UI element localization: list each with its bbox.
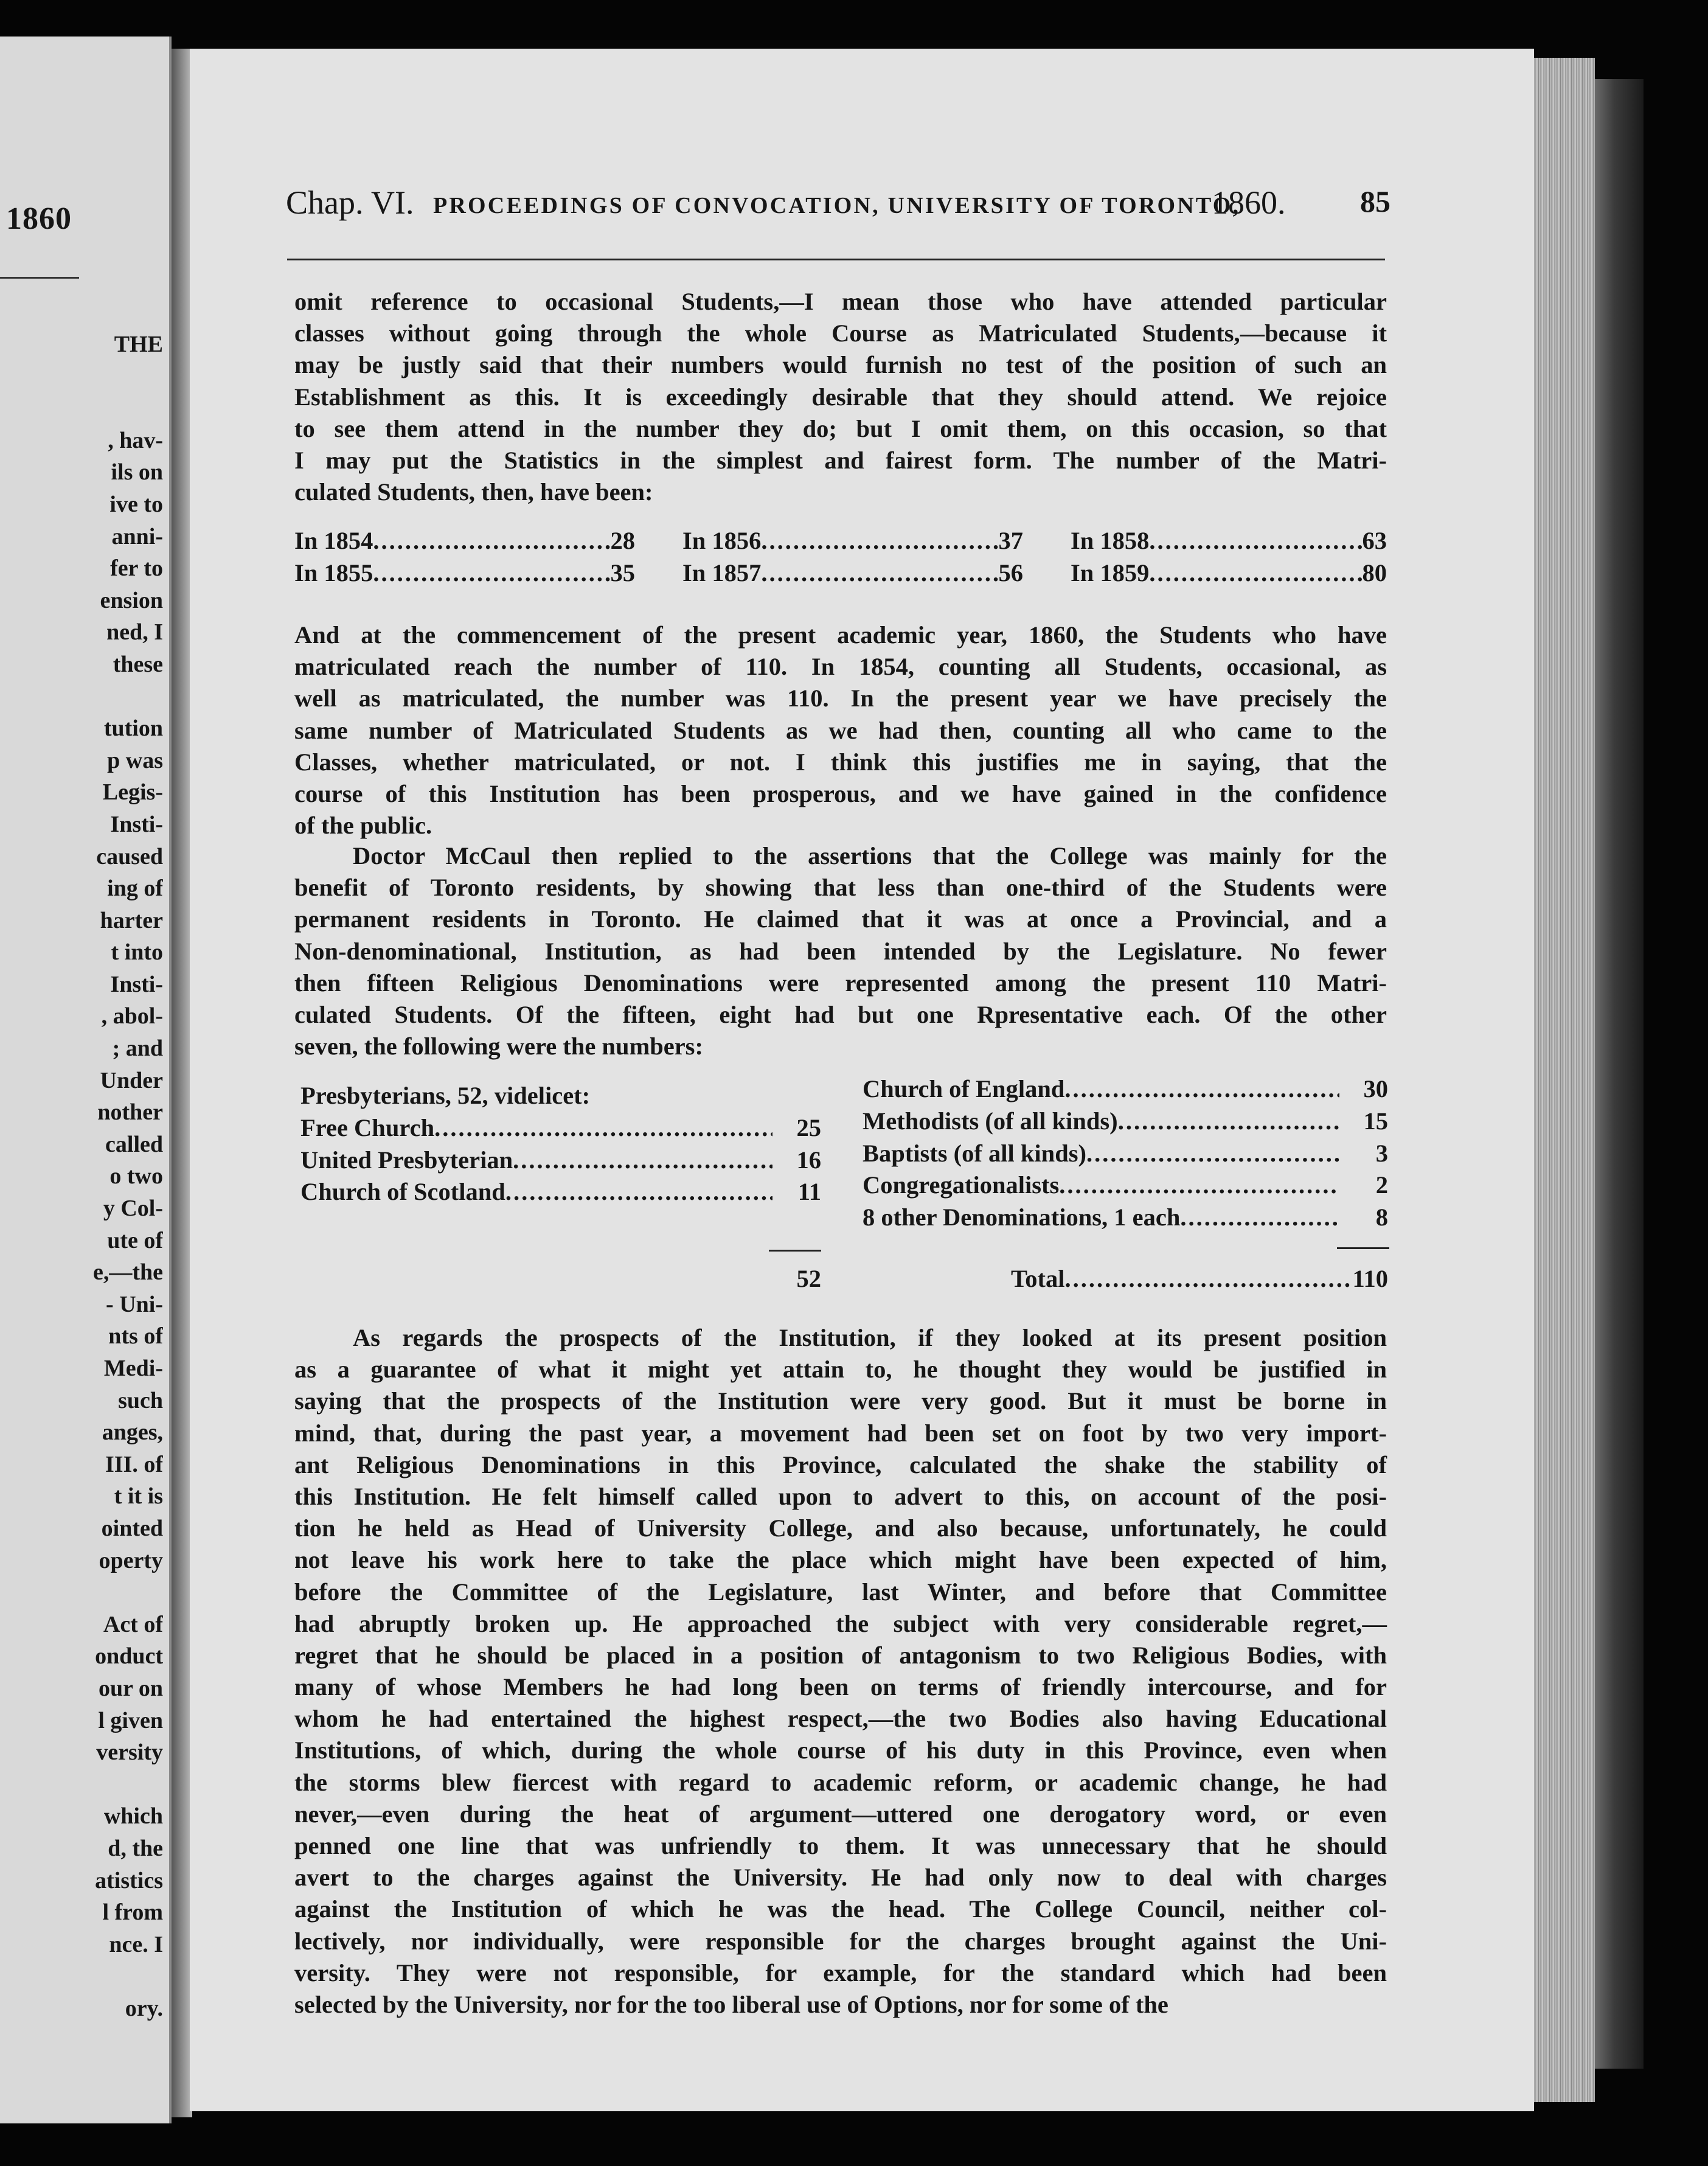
margin-fragment xyxy=(0,1960,163,1993)
margin-fragment: onduct xyxy=(95,1643,163,1670)
presbyterian-branch-row xyxy=(300,1144,821,1177)
text-line: And at the commencement of the present academic year, 1860, the Students who have xyxy=(294,621,1387,649)
margin-fragment: nts of xyxy=(108,1323,163,1349)
row-label: In 1859 xyxy=(1071,559,1150,587)
margin-fragment: anni- xyxy=(111,523,163,549)
margin-fragment: Insti- xyxy=(110,971,163,997)
total-rule xyxy=(1337,1247,1389,1249)
row-label: Baptists (of all kinds) xyxy=(863,1139,1086,1167)
leader-dots xyxy=(1149,557,1362,589)
row-label: In 1858 xyxy=(1071,527,1150,554)
text-line: matriculated reach the number of 110. In 1854, counting all Students, occasional, as xyxy=(294,653,1387,681)
margin-fragment: , abol- xyxy=(101,1003,163,1029)
year-statistic xyxy=(1071,557,1387,589)
margin-fragment: which xyxy=(103,1803,163,1830)
margin-fragment: e,—the xyxy=(92,1259,163,1286)
text-line: same number of Matriculated Students as we had then, counting all who came to the xyxy=(294,716,1387,744)
text-line: against the Institution of which he was the head. The College Council, neither col- xyxy=(294,1895,1387,1923)
year-statistic xyxy=(682,524,1023,557)
margin-fragment: Under xyxy=(100,1067,163,1093)
left-page-margin-text xyxy=(0,329,163,2024)
row-label: Congregationalists xyxy=(863,1171,1060,1199)
statistics-row xyxy=(294,557,1389,589)
text-line: Institutions, of which, during the whole course of his duty in this Province, even when xyxy=(294,1736,1387,1764)
row-label: Church of England xyxy=(863,1075,1065,1102)
leader-dots xyxy=(761,524,998,557)
denomination-row xyxy=(863,1073,1388,1106)
row-label: In 1855 xyxy=(294,559,373,587)
year-statistic xyxy=(682,557,1023,589)
left-page-rule xyxy=(0,277,79,279)
denomination-row xyxy=(863,1106,1388,1138)
other-denominations-table xyxy=(863,1073,1388,1234)
margin-fragment: Insti- xyxy=(110,811,163,837)
left-page-year: 1860 xyxy=(6,201,72,236)
leader-dots xyxy=(1118,1106,1339,1138)
text-line: I may put the Statistics in the simplest and fairest form. The number of the Matri- xyxy=(294,446,1387,474)
year-statistic xyxy=(294,557,635,589)
row-label: Church of Scotland xyxy=(300,1178,505,1206)
text-line: versity. They were not responsible, for example, for the standard which had been xyxy=(294,1959,1387,1987)
margin-fragment: fer to xyxy=(110,555,163,582)
row-label: 8 other Denominations, 1 each xyxy=(863,1203,1181,1231)
margin-fragment: y Col- xyxy=(103,1196,163,1222)
text-line: culated Students, then, have been: xyxy=(294,478,653,506)
text-line: omit reference to occasional Students,—I mean those who have attended particular xyxy=(294,288,1387,315)
text-line: avert to the charges against the University. He had only now to deal with charges xyxy=(294,1864,1387,1892)
margin-fragment: ned, I xyxy=(106,619,163,646)
row-value: 8 xyxy=(1375,1203,1388,1231)
text-line: benefit of Toronto residents, by showing that less than one-third of the Students were xyxy=(294,874,1387,902)
leader-dots xyxy=(1180,1202,1339,1234)
margin-fragment: ute of xyxy=(107,1227,163,1253)
row-value: 30 xyxy=(1363,1075,1388,1102)
paragraph-prosperity xyxy=(294,619,1387,841)
text-line: mind, that, during the past year, a movement had been set on foot by two very import- xyxy=(294,1419,1387,1447)
margin-fragment: l from xyxy=(102,1900,163,1926)
text-line: course of this Institution has been prosperous, and we have gained in the confidence xyxy=(294,779,1387,807)
margin-fragment: nother xyxy=(97,1099,163,1126)
margin-fragment: III. of xyxy=(105,1451,163,1477)
row-label: In 1856 xyxy=(682,527,762,554)
row-value: 37 xyxy=(998,527,1023,554)
matriculation-statistics xyxy=(294,524,1389,589)
margin-fragment: operty xyxy=(99,1547,163,1573)
margin-fragment xyxy=(0,392,163,425)
leader-dots xyxy=(1065,1264,1353,1293)
leader-dots xyxy=(761,557,998,589)
margin-fragment: tution xyxy=(103,716,163,742)
book-gutter xyxy=(172,49,192,2117)
margin-fragment: p was xyxy=(107,747,163,773)
text-line: ant Religious Denominations in this Province, calculated the shake the stability of xyxy=(294,1450,1387,1478)
margin-fragment: l given xyxy=(98,1707,163,1733)
running-head xyxy=(286,184,1393,232)
margin-fragment: o two xyxy=(109,1163,163,1189)
text-line: permanent residents in Toronto. He claimed that it was at once a Provincial, and a xyxy=(294,905,1387,933)
leader-dots xyxy=(373,557,610,589)
row-value: 25 xyxy=(796,1113,821,1141)
leader-dots xyxy=(434,1112,772,1144)
text-line: penned one line that was unfriendly to them. It was unnecessary that he should xyxy=(294,1832,1387,1859)
subtotal-rule xyxy=(769,1250,821,1252)
row-value: 16 xyxy=(796,1146,821,1174)
year-statistic xyxy=(294,524,635,557)
margin-fragment: such xyxy=(118,1387,163,1413)
margin-fragment: Medi- xyxy=(103,1356,163,1381)
margin-fragment: ory. xyxy=(125,1995,163,2021)
total-label: Total xyxy=(1011,1265,1065,1292)
margin-fragment xyxy=(0,1576,163,1609)
row-value: 11 xyxy=(797,1178,821,1206)
margin-fragment: called xyxy=(105,1131,163,1157)
text-line: as a guarantee of what it might yet attain to, he thought they would be justified in xyxy=(294,1356,1387,1384)
margin-fragment: nce. I xyxy=(109,1931,163,1957)
text-line: never,—even during the heat of argument—uttered one derogatory word, or even xyxy=(294,1800,1387,1828)
text-line: well as matriculated, the number was 110. In the present year we have precisely the xyxy=(294,684,1387,712)
leader-dots xyxy=(1149,524,1362,557)
row-label: In 1854 xyxy=(294,527,373,554)
margin-fragment: ive to xyxy=(109,491,163,517)
margin-fragment: caused xyxy=(96,843,163,869)
text-line: the storms blew fiercest with regard to academic reform, or academic change, he had xyxy=(294,1768,1387,1796)
row-value: 3 xyxy=(1375,1139,1388,1167)
presbyterian-subtotal: 52 xyxy=(796,1265,821,1292)
leader-dots xyxy=(513,1144,772,1177)
margin-fragment xyxy=(0,361,163,393)
text-line: Non-denominational, Institution, as had been intended by the Legislature. No fewer xyxy=(294,937,1387,965)
text-line: whom he had entertained the highest respect,—the two Bodies also having Educational xyxy=(294,1705,1387,1733)
total-value: 110 xyxy=(1352,1265,1388,1292)
text-line: then fifteen Religious Denominations were represented among the present 110 Matri- xyxy=(294,969,1387,997)
text-line: seven, the following were the numbers: xyxy=(294,1033,703,1060)
intro-paragraph xyxy=(294,286,1387,508)
leader-dots xyxy=(1086,1138,1339,1170)
margin-fragment: harter xyxy=(100,907,163,933)
text-line: not leave his work here to take the place which might have been expected of him, xyxy=(294,1546,1387,1574)
text-line: many of whose Members he had long been on terms of friendly intercourse, and for xyxy=(294,1673,1387,1701)
text-line: before the Committee of the Legislature, last Winter, and before that Committee xyxy=(294,1578,1387,1606)
statistics-row xyxy=(294,524,1389,557)
header-rule xyxy=(287,259,1385,260)
text-line: had abruptly broken up. He approached the subject with very considerable regret,— xyxy=(294,1609,1387,1637)
paragraph-denominations xyxy=(294,840,1387,1062)
margin-fragment: , hav- xyxy=(108,427,163,453)
page-number: 85 xyxy=(1360,184,1390,218)
row-value: 2 xyxy=(1375,1171,1388,1199)
running-head-year: 1860. xyxy=(1212,184,1286,221)
year-statistic xyxy=(1071,524,1387,557)
chapter-label: Chap. VI. xyxy=(286,184,414,221)
row-label: Free Church xyxy=(300,1113,435,1141)
row-value: 35 xyxy=(610,559,635,587)
text-line: this Institution. He felt himself called upon to advert to this, on account of the posi- xyxy=(294,1482,1387,1510)
margin-fragment: ointed xyxy=(101,1515,163,1541)
row-label: United Presbyterian xyxy=(300,1146,513,1174)
margin-fragment: versity xyxy=(96,1739,163,1766)
row-value: 56 xyxy=(998,559,1023,587)
text-line: selected by the University, nor for the too liberal use of Options, nor for some of the xyxy=(294,1990,1168,2018)
presbyterian-table xyxy=(300,1080,821,1208)
text-line: As regards the prospects of the Institution, if they looked at its present position xyxy=(353,1324,1387,1351)
presbyterian-branch-row xyxy=(300,1176,821,1208)
leader-dots xyxy=(373,524,610,557)
text-line: regret that he should be placed in a position of antagonism to two Religious Bodies, with xyxy=(294,1641,1387,1669)
paragraph-prospects xyxy=(294,1322,1387,2021)
text-line: may be justly said that their numbers would furnish no test of the position of such an xyxy=(294,351,1387,379)
denomination-row xyxy=(863,1202,1388,1234)
margin-fragment: anges, xyxy=(102,1419,163,1446)
margin-fragment: Act of xyxy=(103,1611,163,1637)
margin-fragment: ils on xyxy=(111,459,163,486)
leader-dots xyxy=(505,1176,772,1208)
row-value: 15 xyxy=(1363,1107,1388,1135)
denomination-row xyxy=(863,1138,1388,1170)
margin-fragment: d, the xyxy=(108,1835,163,1861)
text-line: saying that the prospects of the Institution were very good. But it must be borne in xyxy=(294,1387,1387,1415)
margin-fragment: atistics xyxy=(95,1867,163,1893)
margin-fragment: - Uni- xyxy=(106,1291,163,1317)
denomination-row xyxy=(863,1169,1388,1202)
text-line: tion he held as Head of University College, and also because, unfortunately, he could xyxy=(294,1514,1387,1542)
text-line: to see them attend in the number they do; but I omit them, on this occasion, so that xyxy=(294,414,1387,442)
margin-fragment: these xyxy=(113,651,163,677)
row-value: 28 xyxy=(610,527,635,554)
margin-fragment xyxy=(0,1769,163,1801)
text-line: Doctor McCaul then replied to the assertions that the College was mainly for the xyxy=(353,842,1387,869)
text-line: classes without going through the whole Course as Matriculated Students,—because it xyxy=(294,319,1387,347)
presbyterian-heading: Presbyterians, 52, videlicet: xyxy=(300,1082,591,1109)
margin-fragment: THE xyxy=(114,332,163,357)
row-label: Methodists (of all kinds) xyxy=(863,1107,1118,1135)
margin-fragment: our on xyxy=(99,1675,163,1701)
margin-fragment: ing of xyxy=(107,876,163,902)
leader-dots xyxy=(1064,1073,1339,1106)
book-edge-shadow xyxy=(1595,79,1644,2069)
page-edges xyxy=(1528,58,1595,2102)
presbyterian-branch-row xyxy=(300,1112,821,1144)
leader-dots xyxy=(1059,1169,1339,1202)
row-value: 80 xyxy=(1362,559,1387,587)
text-line: of the public. xyxy=(294,812,432,840)
text-line: culated Students. Of the fifteen, eight had but one Rpresentative each. Of the other xyxy=(294,1000,1387,1028)
row-value: 63 xyxy=(1362,527,1387,554)
margin-fragment: Legis- xyxy=(102,779,163,806)
running-head-title: PROCEEDINGS OF CONVOCATION, UNIVERSITY OF TORONTO, xyxy=(433,193,1241,218)
text-line: Classes, whether matriculated, or not. I think this justifies me in saying, that the xyxy=(294,748,1387,776)
text-line: lectively, nor individually, were responsible for the charges brought against the Uni- xyxy=(294,1927,1387,1955)
total-row xyxy=(1011,1264,1388,1293)
margin-fragment: ension xyxy=(100,587,163,613)
margin-fragment xyxy=(0,681,163,713)
margin-fragment: t it is xyxy=(114,1483,163,1510)
row-label: In 1857 xyxy=(682,559,762,587)
left-facing-page xyxy=(0,37,172,2123)
text-line: Establishment as this. It is exceedingly desirable that they should attend. We rejoice xyxy=(294,383,1387,411)
margin-fragment: t into xyxy=(111,939,163,966)
margin-fragment: ; and xyxy=(112,1036,163,1062)
